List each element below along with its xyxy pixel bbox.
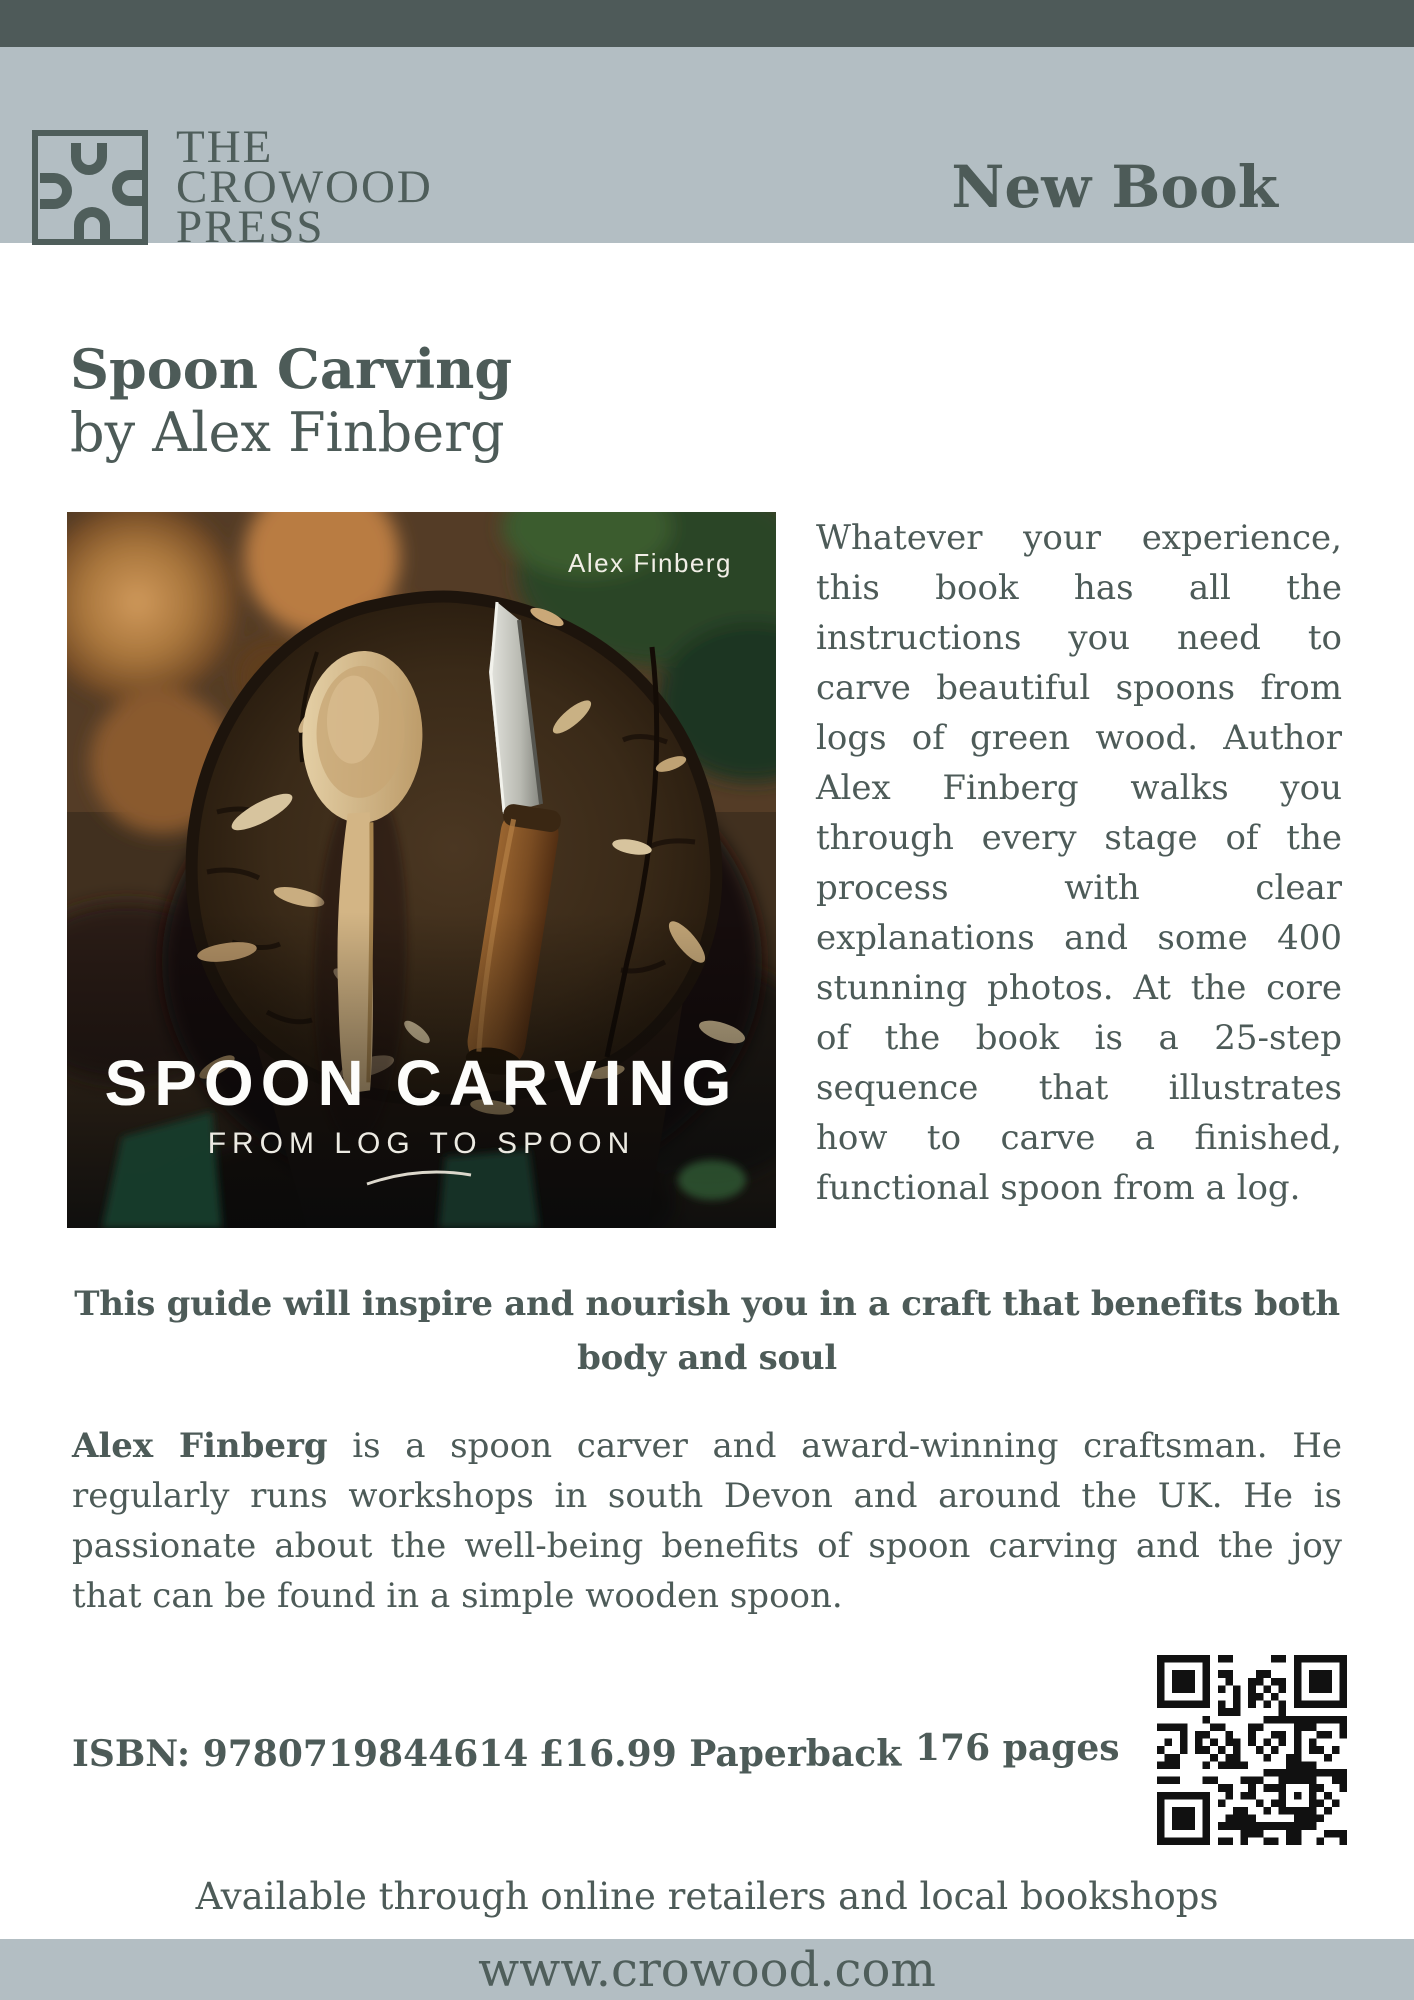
author-name: Alex Finberg bbox=[72, 1426, 328, 1466]
price-text: £16.99 Paperback bbox=[539, 1733, 902, 1775]
description-line: through every stage of the bbox=[816, 818, 1342, 858]
description-line: carve beautiful spoons from bbox=[816, 668, 1342, 708]
bio-line: that can be found in a simple wooden spoon. bbox=[72, 1576, 843, 1616]
description-line: this book has all the bbox=[816, 568, 1342, 608]
availability-text: Available through online retailers and local bookshops bbox=[195, 1875, 1219, 1918]
tagline bbox=[72, 1277, 1342, 1385]
description-line: of the book is a 25-step bbox=[816, 1018, 1342, 1058]
header-band bbox=[0, 47, 1414, 253]
description-line: functional spoon from a log. bbox=[816, 1168, 1301, 1208]
cover-title: SPOON CARVING bbox=[104, 1047, 739, 1119]
cover-author: Alex Finberg bbox=[568, 548, 732, 578]
description-line: explanations and some 400 bbox=[816, 918, 1342, 958]
author-bio bbox=[72, 1421, 1342, 1621]
description-line: instructions you need to bbox=[816, 618, 1342, 658]
crowood-logo-icon bbox=[32, 130, 148, 245]
tagline-line: body and soul bbox=[577, 1338, 837, 1378]
top-bar bbox=[0, 0, 1414, 47]
publisher-line: CROWOOD bbox=[176, 161, 433, 213]
description-line: sequence that illustrates bbox=[816, 1068, 1342, 1108]
bio-line: regularly runs workshops in south Devon and around the UK. He is bbox=[72, 1476, 1342, 1516]
byline: by Alex Finberg bbox=[70, 401, 505, 464]
book-cover-image bbox=[67, 512, 776, 1228]
tagline-line: This guide will inspire and nourish you in a craft that benefits both bbox=[74, 1284, 1340, 1324]
publisher-line: THE bbox=[176, 121, 274, 173]
bio-line: Alex Finberg is a spoon carver and award-winning craftsman. He bbox=[72, 1426, 1342, 1466]
pages-text: 176 pages bbox=[915, 1727, 1120, 1769]
qr-code bbox=[1157, 1655, 1347, 1845]
cover-subtitle: FROM LOG TO SPOON bbox=[207, 1127, 636, 1160]
description-line: Whatever your experience, bbox=[816, 518, 1342, 558]
description-line: how to carve a finished, bbox=[816, 1118, 1342, 1158]
description-line: stunning photos. At the core bbox=[816, 968, 1342, 1008]
description-line: Alex Finberg walks you bbox=[816, 768, 1342, 808]
publisher-line: PRESS bbox=[176, 201, 325, 253]
publisher-name bbox=[176, 121, 433, 253]
description-line: logs of green wood. Author bbox=[816, 718, 1342, 758]
bio-line: passionate about the well-being benefits of spoon carving and the joy bbox=[72, 1526, 1342, 1566]
book-description bbox=[816, 513, 1342, 1213]
footer-band bbox=[0, 1939, 1414, 2000]
website-url: www.crowood.com bbox=[478, 1941, 936, 1998]
isbn-text: ISBN: 9780719844614 bbox=[72, 1733, 529, 1775]
new-book-badge: New Book bbox=[951, 153, 1278, 221]
description-line: process with clear bbox=[816, 868, 1342, 908]
page-title: Spoon Carving bbox=[70, 337, 513, 401]
